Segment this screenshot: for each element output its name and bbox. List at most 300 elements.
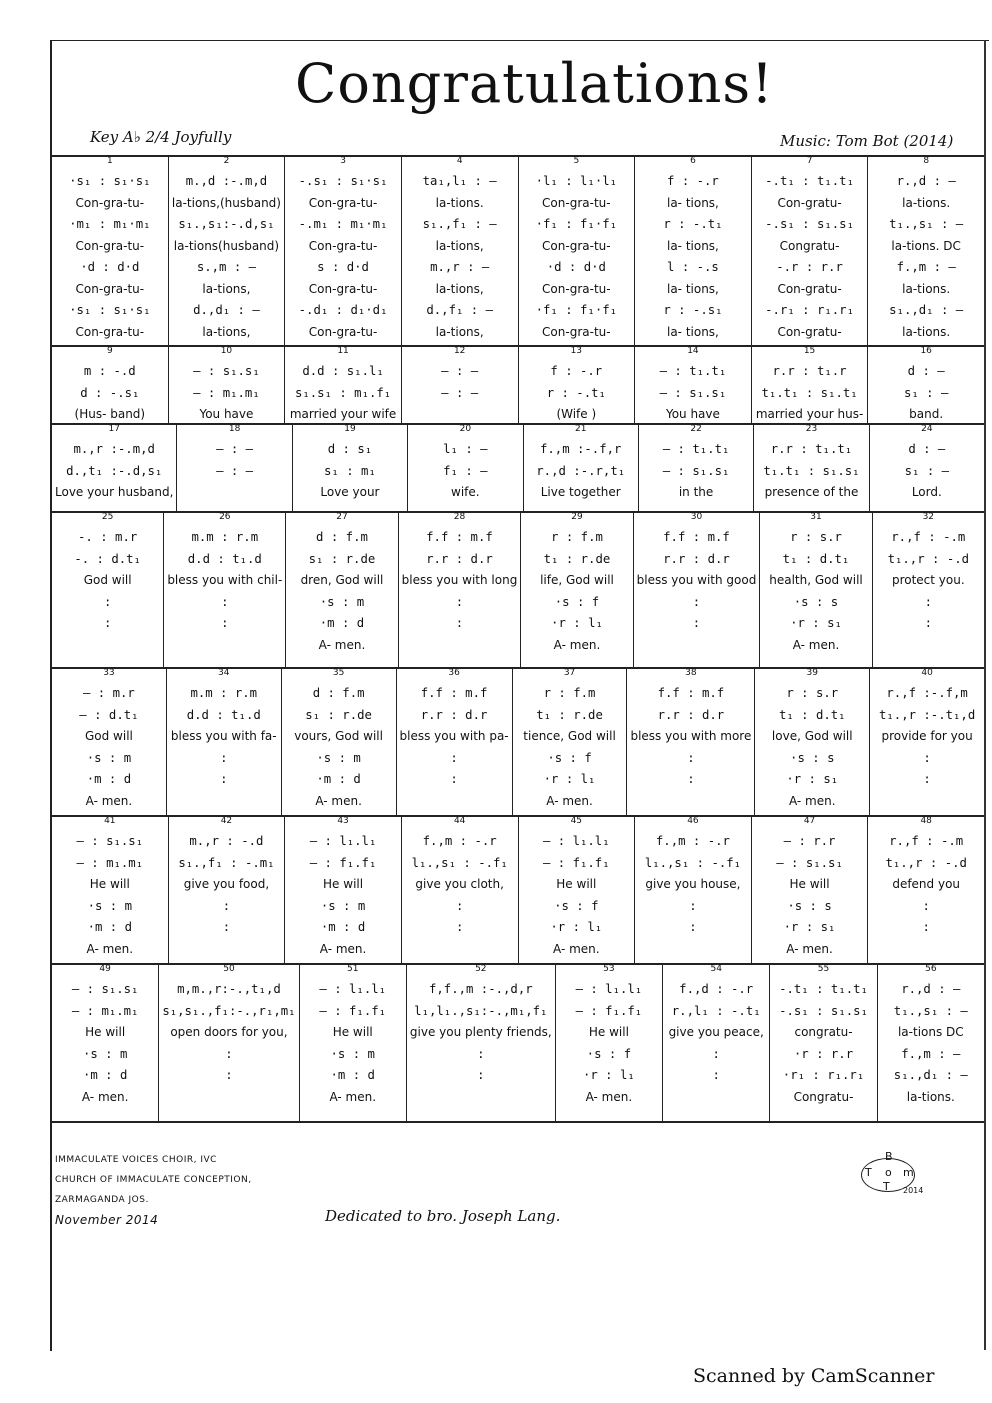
lyric-line: la-tions, [435,281,484,296]
notation-line: r : -.t₁ [663,217,723,231]
measure-number: 22 [690,424,702,434]
lyric-line: A- men. [318,637,366,652]
measure [867,157,984,345]
measure [52,669,166,815]
measure [401,157,518,345]
lyric-line: bless you with long [401,573,518,587]
measure-number: 52 [475,964,487,974]
notation-line: – : f₁.f₁ [542,855,610,870]
sheet-right-border [984,40,986,1350]
notation-line: : [687,750,695,765]
measure [751,347,868,423]
measure [168,347,285,423]
notation-line: ·s : f [554,594,600,609]
notation-line: : [922,898,930,913]
measure-number: 30 [690,512,703,522]
notation-line: s : d·d [317,260,369,274]
measure-number: 44 [453,816,466,826]
measure [401,817,518,963]
notation-line: f.,m :-.f,r [539,442,622,456]
lyric-line: Congratu- [793,1089,854,1104]
lyric-line: Con-gra-tu- [308,324,378,339]
lyric-line: dren, God will [300,573,384,587]
notation-line: : [689,898,697,913]
measure-number: 28 [453,512,466,522]
measure [52,347,168,423]
notation-line: d.d : t₁.d [186,707,261,722]
lyric-line: tience, God will [523,729,616,743]
notation-line: f.,d : -.r [679,982,754,996]
notation-line: s₁.s₁ : m₁.f₁ [294,385,392,400]
lyric-line: (Hus- band) [74,407,146,421]
lyric-line: He will [332,1025,373,1039]
lyric-line: give you house, [645,877,741,891]
notation-line: s₁ : – [903,385,949,400]
notation-line: r : f.m [551,530,603,544]
measure [401,347,518,423]
notation-line: : [221,594,229,609]
lyric-line: in the [678,485,714,499]
notation-line: r.,l₁ : -.t₁ [671,1003,761,1018]
lyric-line: la-tions, [202,324,251,339]
notation-line: ·s : f [554,898,599,913]
measure-number: 51 [347,964,359,974]
lyric-line: bless you with pa- [399,729,509,743]
score-system [52,815,984,963]
measure [285,513,397,667]
notation-line: ·r : l₁ [582,1068,635,1082]
lyric-line: la-tions,(husband) [171,195,281,210]
lyric-line: la- tions, [666,324,719,339]
measure [52,513,163,667]
notation-line: : [455,616,464,630]
footer-line: IMMACULATE VOICES CHOIR, IVC [55,1155,217,1165]
notation-line: t₁.,s₁ : – [889,217,964,231]
notation-line: f : -.r [667,174,719,188]
notation-line: r.,d : – [901,982,961,996]
measure-number: 54 [710,964,722,974]
notation-line: d.d : t₁.d [187,551,262,566]
notation-line: r.,f : -.m [889,834,964,848]
notation-line: – : s₁.s₁ [193,364,260,378]
lyric-line: bless you with fa- [170,729,277,743]
measure [284,817,401,963]
notation-line: – : – [216,463,254,478]
lyric-line: life, God will [540,573,614,587]
dedication: Dedicated to bro. Joseph Lang. [325,1207,561,1225]
measure-number: 24 [921,424,933,434]
measure [867,347,984,423]
signature-letter: m [903,1166,914,1179]
lyric-line: God will [83,573,132,587]
notation-line: m.m : r.m [191,530,259,544]
notation-line: l₁,l₁.,s₁:-.,m₁,f₁ [414,1003,548,1018]
lyric-line: congratu- [794,1025,853,1039]
lyric-line: vours, God will [294,729,383,743]
notation-line: s₁.,d₁ : – [889,303,964,317]
score-system [52,963,984,1123]
page-title: Congratulations! [295,52,774,115]
notation-line: : [923,772,931,786]
measure-number: 10 [220,346,233,356]
notation-line: ·s : m [82,1046,128,1061]
lyric-line: Con-gratu- [777,195,842,210]
lyric-line: Con-gra-tu- [308,281,378,296]
notation-line: ·d : d·d [80,260,140,274]
measure [751,817,868,963]
measure [769,965,876,1121]
measure [284,157,401,345]
score-systems [52,155,984,1123]
lyric-line: Con-gra-tu- [75,238,145,253]
notation-line: ·m₁ : m₁·m₁ [69,217,151,231]
notation-line: ·f₁ : f₁·f₁ [535,303,618,317]
lyric-line: A- men. [546,793,593,808]
lyric-line: Con-gra-tu- [542,238,611,253]
notation-line: – : s₁.s₁ [659,385,727,400]
notation-line: -.s₁ : s₁.s₁ [779,1003,868,1018]
notation-line: d : – [908,442,946,456]
notation-line: ·r : s₁ [786,772,839,786]
notation-line: – : f₁.f₁ [319,1003,387,1018]
notation-line: f.,m : – [901,1046,961,1061]
lyric-line: bless you with more [630,729,752,743]
lyric-line: God will [84,729,133,743]
lyric-line: give you food, [183,877,270,891]
notation-line: f.,m : – [896,260,956,274]
lyric-line: provide for you [881,729,973,743]
lyric-line: Con-gra-tu- [75,281,145,296]
lyric-line: Con-gra-tu- [542,324,611,339]
notation-line: d : – [907,364,945,378]
notation-line: ·s : m [319,594,365,609]
lyric-line: Con-gra-tu- [308,195,378,210]
measure-number: 11 [337,346,349,356]
measure [176,425,291,511]
lyric-line: He will [85,1025,126,1039]
notation-line: : [924,594,933,609]
measure-row [52,157,984,345]
measure [754,669,869,815]
lyric-line: Con-gratu- [777,281,842,296]
notation-line: m.,r : – [430,260,490,274]
notation-line: -.r : r.r [776,260,843,274]
signature-year: 2014 [903,1186,924,1195]
lyric-line: give you peace, [668,1025,764,1039]
lyric-line: la-tions. [902,195,951,210]
composer-signature [855,1150,925,1200]
notation-line: -.t₁ : t₁.t₁ [779,982,868,996]
lyric-line: A- men. [315,793,362,808]
notation-line: s₁ : r.de [308,551,376,566]
measure-number: 56 [925,964,937,974]
notation-line: – : l₁.l₁ [309,834,377,848]
measure-row [52,669,984,815]
notation-line: f.f : m.f [420,686,488,700]
notation-line: ·s : m [316,750,361,765]
measure [292,425,407,511]
notation-line: f.,m : -.r [655,834,730,848]
key-signature: Key A♭ 2/4 Joyfully [90,128,232,146]
measure-number: 32 [922,512,935,522]
lyric-line: A- men. [792,637,840,652]
lyric-line: A- men. [319,941,367,956]
notation-line: r : -.t₁ [546,385,606,400]
measure-number: 7 [806,156,813,166]
notation-line: ·m : d [319,616,365,630]
measure [634,817,751,963]
notation-line: ·r : s₁ [783,920,836,934]
measure-number: 36 [448,668,460,678]
notation-line: t₁.t₁ : s₁.t₁ [761,385,858,400]
notation-line: ·s : m [87,898,133,913]
notation-line: : [923,750,931,765]
notation-line: r.r : t₁.r [772,364,847,378]
lyric-line: defend you [892,877,961,891]
lyric-line: He will [789,877,830,891]
measure [406,965,555,1121]
choir-info [55,1150,252,1230]
notation-line: : [712,1046,720,1061]
lyric-line: la-tions, [202,281,251,296]
lyric-line: la-tions, [435,324,484,339]
lyric-line: A- men. [553,941,600,956]
notation-line: : [103,616,112,630]
notation-line: d.d : s₁.l₁ [302,364,384,378]
measure-number: 5 [573,156,580,166]
notation-line: l₁.,s₁ : -.f₁ [411,855,508,870]
notation-line: – : – [441,385,479,400]
measure-number: 4 [456,156,463,166]
footer-line: ZARMAGANDA JOS. [55,1195,149,1205]
measure [869,669,984,815]
notation-line: ·l₁ : l₁·l₁ [535,174,618,188]
measure [52,817,168,963]
score-system [52,155,984,345]
notation-line: ·s : m [320,898,366,913]
measure [158,965,298,1121]
measure [396,669,512,815]
measure-number: 33 [103,668,115,678]
measure-number: 8 [923,156,930,166]
score-system [52,511,984,667]
notation-line: m.,r :-.m,d [73,442,155,456]
measure [518,157,635,345]
lyric-line: band. [909,407,944,421]
lyric-line: He will [323,877,364,891]
lyric-line: la- tions, [666,281,719,296]
notation-line: t₁ : r.de [543,551,611,566]
notation-line: r.,d :-.r,t₁ [536,463,626,478]
measure [626,669,754,815]
footer-line: CHURCH OF IMMACULATE CONCEPTION, [55,1175,252,1185]
notation-line: – : – [441,364,479,378]
notation-line: m,m.,r:-.,t₁,d [177,982,281,996]
notation-line: : [455,920,464,934]
measure [52,965,158,1121]
measure-number: 38 [685,668,697,678]
notation-line: – : s₁.s₁ [776,855,843,870]
notation-line: s₁.,f₁ : -.m₁ [178,855,275,870]
notation-line: : [689,920,697,934]
measure [168,817,285,963]
notation-line: -.d₁ : d₁·d₁ [298,303,388,317]
measure [168,157,285,345]
notation-line: r : s.r [786,686,839,700]
footer-line: November 2014 [55,1213,159,1227]
lyric-line: bless you with good [636,573,757,587]
measure-number: 25 [101,512,114,522]
measure-number: 1 [106,156,113,166]
measure-row [52,425,984,511]
notation-line: : [225,1068,233,1082]
lyric-line: A- men. [81,1089,129,1104]
notation-line: m.,r : -.d [189,834,264,848]
measure-number: 47 [803,816,816,826]
notation-line: – : s₁.s₁ [76,834,144,848]
lyric-line: la-tions DC [897,1025,964,1039]
measure-number: 48 [920,816,932,826]
notation-line: f : -.r [550,364,603,378]
score-system [52,667,984,815]
measure [512,669,627,815]
lyric-line: la-tions. [906,1089,955,1104]
lyric-line: A- men. [329,1089,377,1104]
lyric-line: protect you. [891,573,965,587]
signature-letter: o [885,1166,892,1179]
measure-number: 18 [228,424,241,434]
notation-line: r.r : d.r [426,551,493,566]
lyric-line: A- men. [786,941,833,956]
lyric-line: Love your [320,485,380,499]
lyric-line: Live together [540,485,621,499]
lyric-line: la-tions. [902,324,951,339]
notation-line: f.f : m.f [426,530,493,544]
notation-line: r.r : d.r [420,707,488,722]
measure-number: 37 [563,668,576,678]
signature-letter: T [865,1166,872,1179]
lyric-line: A- men. [86,941,134,956]
notation-line: r : f.m [543,686,596,700]
notation-line: ·s₁ : s₁·s₁ [69,174,151,188]
measure-number: 9 [106,346,113,356]
lyric-line: Lord. [911,485,942,499]
notation-line: ·s₁ : s₁·s₁ [69,303,151,317]
measure [520,513,632,667]
notation-line: : [692,616,701,630]
measure [753,425,868,511]
notation-line: t₁.,r : -.d [887,551,970,566]
measure-number: 43 [337,816,349,826]
lyric-line: love, God will [771,729,853,743]
notation-line: : [450,750,458,765]
notation-line: -.m₁ : m₁·m₁ [298,217,388,231]
notation-line: t₁.,r :-.t₁,d [878,707,976,722]
notation-line: – : m₁.m₁ [193,385,260,400]
notation-line: ·r : l₁ [543,772,596,786]
notation-line: ·s : f [586,1046,632,1061]
notation-line: ·m : d [316,772,361,786]
notation-line: ·s : m [86,750,132,765]
notation-line: : [222,898,231,913]
notation-line: r.,f : -.m [891,530,966,544]
score-system [52,345,984,423]
measure-row [52,513,984,667]
measure-number: 26 [219,512,231,522]
lyric-line: Love your husband, [55,485,174,499]
notation-line: f,f.,m :-.,d,r [428,982,533,996]
notation-line: f.f : m.f [657,686,725,700]
notation-line: t₁.t₁ : s₁.s₁ [763,463,860,478]
measure-number: 3 [340,156,346,166]
lyric-line: (Wife ) [556,407,597,421]
lyric-line: A- men. [553,637,601,652]
notation-line: m.,d :-.m,d [185,174,268,188]
measure [877,965,984,1121]
measure-number: 2 [223,156,230,166]
measure [634,157,751,345]
measure-number: 14 [687,346,699,356]
measure-number: 40 [921,668,933,678]
measure-number: 46 [687,816,699,826]
measure-number: 6 [690,156,696,166]
notation-line: – : l₁.l₁ [319,982,387,996]
notation-line: – : r.r [783,834,836,848]
notation-line: ·m : d [87,920,133,934]
lyric-line: la-tions. [435,195,484,210]
notation-line: : [455,594,464,609]
notation-line: : [220,772,228,786]
measure [407,425,522,511]
notation-line: t₁ : d.t₁ [778,707,846,722]
notation-line: ·s : s [793,594,839,609]
score-system [52,423,984,511]
notation-line: s₁ : r.de [305,707,372,722]
notation-line: – : s₁.s₁ [71,982,139,996]
notation-line: d : -.s₁ [80,385,140,400]
notation-line: – : l₁.l₁ [542,834,610,848]
measure-number: 42 [220,816,233,826]
measure [872,513,984,667]
measure-row [52,347,984,423]
measure [518,817,635,963]
measure [299,965,406,1121]
notation-line: : [924,616,933,630]
notation-line: -.s₁ : s₁·s₁ [298,174,388,188]
measure-number: 17 [108,424,120,434]
notation-line: m : -.d [83,364,136,378]
notation-line: : [922,920,930,934]
notation-line: ·r : l₁ [551,616,603,630]
notation-line: – : – [216,442,254,456]
measure [284,347,401,423]
measure-number: 31 [810,512,822,522]
notation-line: f₁ : – [443,463,488,478]
notation-line: d : s₁ [327,442,373,456]
lyric-line: la- tions, [666,238,719,253]
notation-line: : [477,1046,485,1061]
measure-number: 20 [459,424,472,434]
measure [52,425,176,511]
notation-line: ·s : m [330,1046,375,1061]
lyric-line: You have [665,407,720,421]
measure-number: 27 [336,512,348,522]
measure-number: 39 [806,668,818,678]
measure [163,513,285,667]
notation-line: – : m₁.m₁ [76,855,144,870]
measure-number: 45 [570,816,583,826]
notation-line: – : t₁.t₁ [662,442,730,456]
